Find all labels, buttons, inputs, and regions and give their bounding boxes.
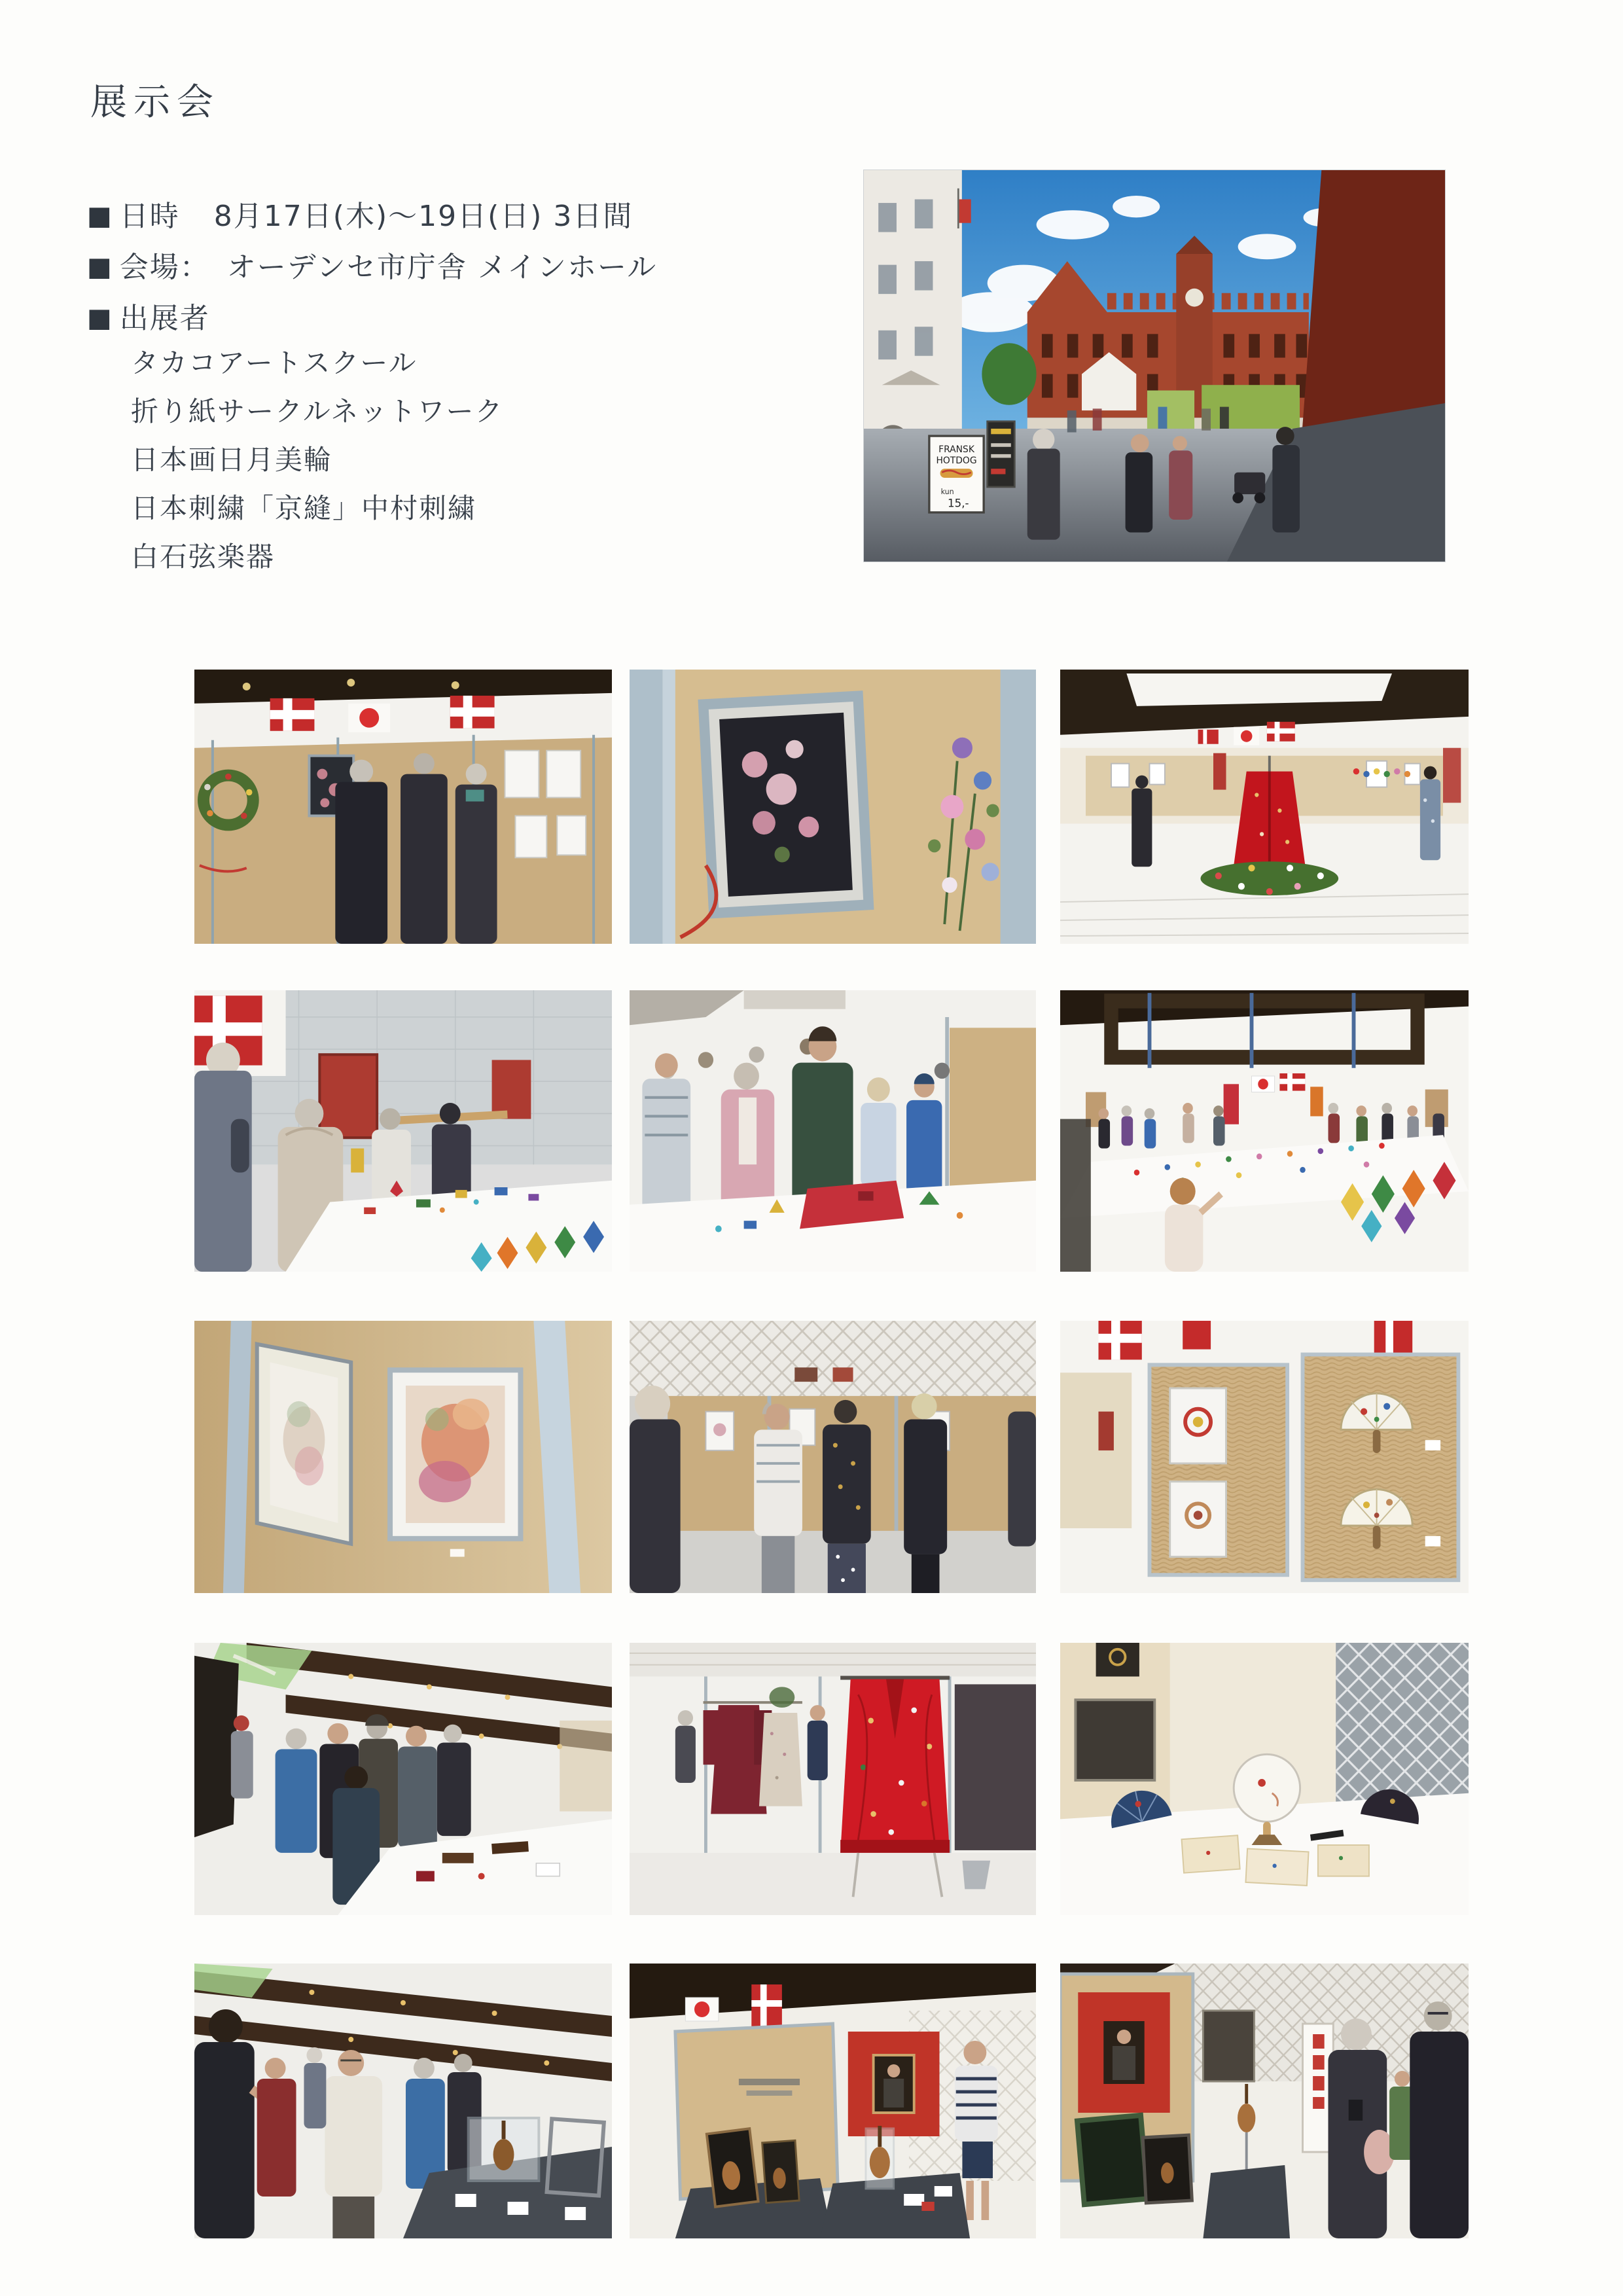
exhibitor-item: 日本刺繍「京縫」中村刺繍 bbox=[131, 492, 477, 524]
photo-r4c1 bbox=[194, 1643, 612, 1915]
japanese-flag-icon bbox=[685, 1998, 718, 2021]
photo-r3c2 bbox=[630, 1321, 1036, 1593]
hero-photo-odense-city-hall bbox=[864, 170, 1445, 562]
square-bullet-icon: ■ bbox=[87, 303, 113, 333]
page-title: 展示会 bbox=[90, 81, 220, 124]
red-panel bbox=[492, 1060, 531, 1119]
window bbox=[1075, 1700, 1154, 1780]
display-panel bbox=[950, 1028, 1036, 1202]
exhibitor-item: 折り紙サークルネットワーク bbox=[131, 395, 504, 427]
svg-text:HOTDOG: HOTDOG bbox=[936, 455, 977, 466]
flower-ring bbox=[1201, 861, 1339, 895]
skylight bbox=[1126, 673, 1392, 706]
photo-r1c1 bbox=[194, 670, 612, 944]
photo-r4c3 bbox=[1060, 1643, 1469, 1915]
photo-r2c2 bbox=[630, 990, 1036, 1272]
exhibitor-list bbox=[131, 339, 503, 581]
woven-panel-left bbox=[1150, 1365, 1288, 1575]
dark-backdrop bbox=[955, 1684, 1036, 1850]
venue-value: オーデンセ市庁舎 メインホール bbox=[226, 251, 658, 284]
svg-text:15,-: 15,- bbox=[948, 497, 969, 510]
photo-r5c2 bbox=[630, 1964, 1036, 2238]
panel-edge bbox=[1001, 670, 1036, 944]
danish-flag-icon bbox=[450, 696, 495, 728]
red-uchikake-kimono bbox=[840, 1677, 950, 1852]
photo-r5c3 bbox=[1060, 1964, 1469, 2238]
hotdog-sign bbox=[929, 436, 984, 512]
info-line-venue bbox=[87, 243, 657, 285]
distant-figure bbox=[1099, 1412, 1114, 1450]
red-display-panel bbox=[848, 2032, 940, 2136]
photo-r3c1 bbox=[194, 1321, 612, 1593]
exhibitor-item: タカコアートスクール bbox=[131, 347, 418, 379]
booth-panel bbox=[675, 2024, 838, 2199]
photo-r1c3 bbox=[1060, 670, 1469, 944]
datetime-label: 日時 bbox=[119, 200, 180, 233]
woven-panel-right bbox=[1303, 1355, 1459, 1581]
photo-r5c1 bbox=[194, 1964, 612, 2238]
panel-edge bbox=[630, 670, 662, 944]
info-line-datetime bbox=[87, 192, 633, 234]
info-line-exhibitors bbox=[87, 295, 210, 336]
tree bbox=[982, 343, 1036, 405]
framed-painting-near bbox=[257, 1344, 351, 1544]
square-bullet-icon: ■ bbox=[87, 201, 113, 231]
photo-r4c2 bbox=[630, 1643, 1036, 1915]
danish-flag-icon bbox=[270, 698, 315, 731]
origami-ornament bbox=[351, 1149, 364, 1173]
svg-text:FRANSK: FRANSK bbox=[938, 444, 974, 456]
exhibitor-item: 白石弦楽器 bbox=[131, 541, 276, 573]
venue-label: 会場： bbox=[119, 251, 210, 284]
photo-r1c2 bbox=[630, 670, 1036, 944]
menu-board bbox=[988, 422, 1015, 487]
framed-painting-far bbox=[390, 1370, 520, 1539]
exhibitor-item: 日本画日月美輪 bbox=[131, 444, 333, 476]
exhibitors-label: 出展者 bbox=[119, 302, 210, 335]
visitors bbox=[335, 753, 497, 944]
red-door bbox=[319, 1054, 377, 1138]
photo-r2c3 bbox=[1060, 990, 1469, 1272]
photo-r3c3 bbox=[1060, 1321, 1469, 1593]
datetime-value: 8月17日(木)～19日(日) 3日間 bbox=[213, 200, 633, 233]
framed-blossom-artwork bbox=[698, 691, 874, 918]
window bbox=[1203, 2011, 1254, 2081]
japanese-flag-icon bbox=[348, 704, 390, 732]
square-bullet-icon: ■ bbox=[87, 252, 113, 282]
photo-r2c1 bbox=[194, 990, 612, 1272]
danish-flag-icon bbox=[751, 1984, 782, 2026]
emblem-plaque bbox=[1096, 1643, 1139, 1677]
svg-text:kun: kun bbox=[940, 488, 954, 497]
